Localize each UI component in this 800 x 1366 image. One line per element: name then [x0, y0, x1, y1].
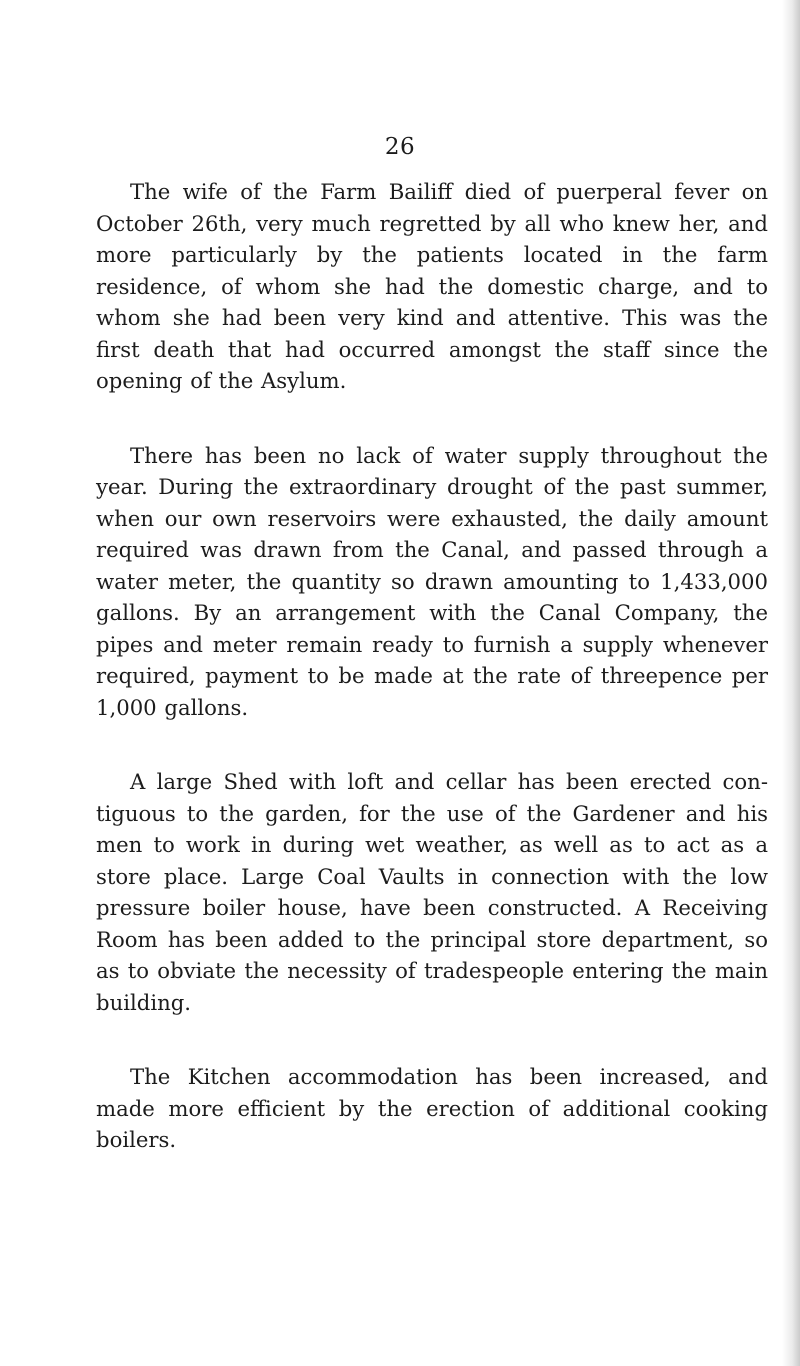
body-text: [96, 176, 768, 1199]
paragraph-water-supply: There has been no lack of water supply throughout the year. During the extraordinary drought of the past summer, when our own reservoirs were exhausted, the daily amount required was drawn from the Canal, and passed through a water meter, the quantity so drawn amounting to 1,433,000 gallons. By an arrangement with the Canal Company, the pipes and meter remain ready to furnish a supply whenever required, payment to be made at the rate of threepence per 1,000 gallons.: [96, 442, 768, 720]
page-edge-shadow: [782, 0, 800, 1366]
paragraph-kitchen: The Kitchen accommodation has been increased, and made more efficient by the erection of additional cooking boilers.: [96, 1064, 768, 1152]
paragraph-farm-bailiff: The wife of the Farm Bailiff died of puerperal fever on October 26th, very much regretted by all who knew her, and more particularly by the patients located in the farm residence, of whom she had the domestic charge, and to whom she had been very kind and attentive. This was the first death that had occurred amongst the staff since the opening of the Asylum.: [96, 179, 768, 393]
page-number: 26: [384, 134, 416, 160]
paragraph-shed-and-vaults: A large Shed with loft and cellar has been erected contiguous to the garden, for the use of the Gardener and his men to work in during wet weather, as well as to act as a store place. Large Coal Vaults in connection with the low pressure boiler house, have been constructed. A Receiving Room has been added to the principal store department, so as to obviate the necessity of tradespeople entering the main building.: [96, 769, 768, 1015]
